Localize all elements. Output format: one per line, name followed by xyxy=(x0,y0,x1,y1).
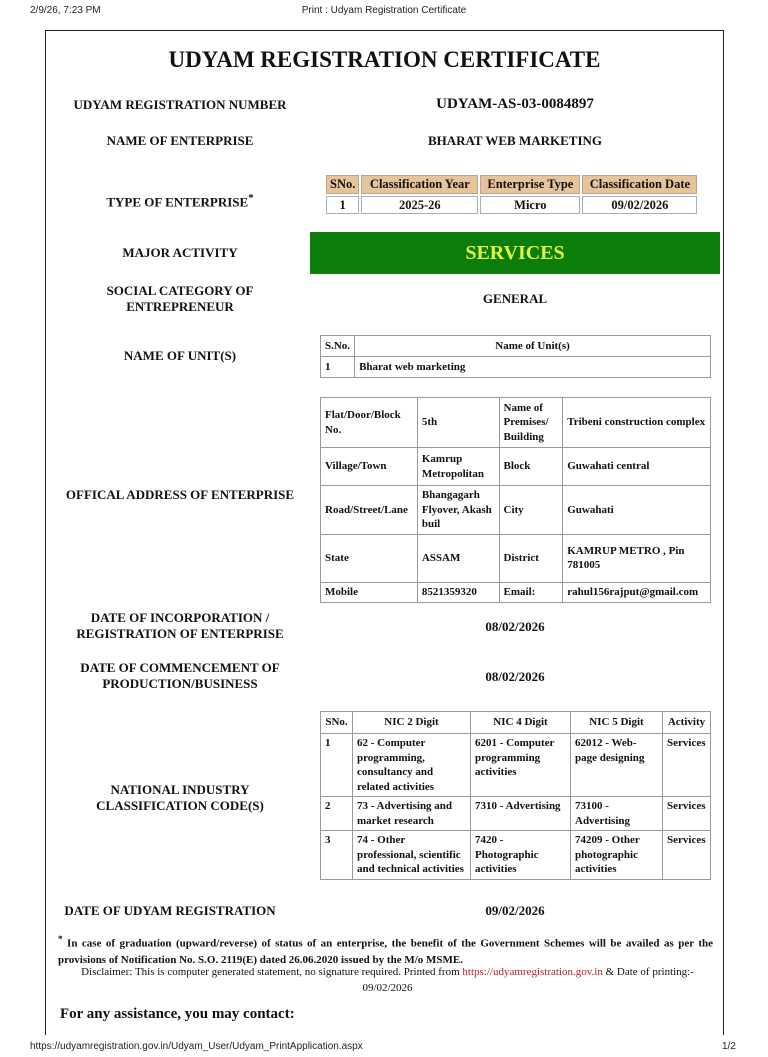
table-cell: Road/Street/Lane xyxy=(321,486,418,535)
disclaimer: Disclaimer: This is computer generated statement, no signature required. Printed from https://udyamregistration.gov.in & Date of printing:- 09/02/2026 xyxy=(81,966,694,994)
table-cell: 8521359320 xyxy=(417,582,499,602)
units-label: NAME OF UNIT(S) xyxy=(123,348,237,363)
table-cell: 7420 - Photographic activities xyxy=(471,831,571,880)
table-row: 1 Bharat web marketing xyxy=(321,357,711,378)
reg-number-label: UDYAM REGISTRATION NUMBER xyxy=(73,97,287,112)
table-cell: Services xyxy=(663,831,711,880)
social-category-value: GENERAL xyxy=(482,291,548,306)
table-cell: Name of Premises/ Building xyxy=(499,398,563,448)
table-cell: Guwahati central xyxy=(563,448,711,486)
table-cell: Block xyxy=(499,448,563,486)
table-cell: rahul156rajput@gmail.com xyxy=(563,582,711,602)
print-page-number: 1/2 xyxy=(722,1041,736,1052)
address-label: OFFICAL ADDRESS OF ENTERPRISE xyxy=(65,487,295,502)
column-header: NIC 5 Digit xyxy=(571,712,663,734)
table-cell: 3 xyxy=(321,831,353,880)
major-activity-label: MAJOR ACTIVITY xyxy=(122,245,238,260)
table-cell: Mobile xyxy=(321,582,418,602)
incorporation-label: DATE OF INCORPORATION / REGISTRATION OF ENTERPRISE xyxy=(76,610,284,641)
table-cell: 74 - Other professional, scientific and technical activities xyxy=(353,831,471,880)
column-header: SNo. xyxy=(321,712,353,734)
table-cell: 74209 - Other photographic activities xyxy=(571,831,663,880)
udyam-date-label: DATE OF UDYAM REGISTRATION xyxy=(64,903,276,918)
table-cell: 5th xyxy=(417,398,499,448)
column-header: Activity xyxy=(663,712,711,734)
table-row: 1 2025-26 Micro 09/02/2026 xyxy=(326,196,697,215)
enterprise-name-value: BHARAT WEB MARKETING xyxy=(427,133,603,148)
certificate-title: UDYAM REGISTRATION CERTIFICATE xyxy=(168,47,601,72)
enterprise-name-label: NAME OF ENTERPRISE xyxy=(106,133,254,148)
table-row xyxy=(321,582,711,602)
table-row xyxy=(321,831,711,880)
table-cell: 6201 - Computer programming activities xyxy=(471,734,571,797)
print-page-title: Print : Udyam Registration Certificate xyxy=(301,5,467,16)
table-cell: Kamrup Metropolitan xyxy=(417,448,499,486)
table-row xyxy=(321,734,711,797)
nic-table xyxy=(320,711,711,880)
table-row xyxy=(321,797,711,831)
commencement-label: DATE OF COMMENCEMENT OF PRODUCTION/BUSINESS xyxy=(80,660,280,691)
table-cell: 62 - Computer programming, consultancy and related activities xyxy=(353,734,471,797)
table-cell: Village/Town xyxy=(321,448,418,486)
table-cell: District xyxy=(499,534,563,582)
nic-label: NATIONAL INDUSTRY CLASSIFICATION CODE(S) xyxy=(96,782,264,813)
table-row xyxy=(321,534,711,582)
enterprise-type-label: TYPE OF ENTERPRISE* xyxy=(106,192,254,210)
column-header: NIC 4 Digit xyxy=(471,712,571,734)
table-cell: ASSAM xyxy=(417,534,499,582)
table-cell: 1 xyxy=(321,734,353,797)
table-cell: State xyxy=(321,534,418,582)
table-cell: City xyxy=(499,486,563,535)
major-activity-value: SERVICES xyxy=(310,232,720,274)
table-cell: Bhangagarh Flyover, Akash buil xyxy=(417,486,499,535)
footnote: * In case of graduation (upward/reverse) of status of an enterprise, the benefit of the Government Schemes will be availed as per the provisions of Notification No. S.O. 2119(E) dated 26.06.2020 issued by the M/o MSME. xyxy=(58,934,714,966)
units-table: S.No. Name of Unit(s) 1 Bharat web marketing xyxy=(320,335,711,378)
classification-table: SNo. Classification Year Enterprise Type Classification Date 1 2025-26 Micro 09/02/2026 xyxy=(324,173,699,216)
incorporation-value: 08/02/2026 xyxy=(485,619,545,634)
table-cell: 2 xyxy=(321,797,353,831)
table-row xyxy=(321,448,711,486)
address-table xyxy=(320,397,711,603)
portal-link[interactable]: https://udyamregistration.gov.in xyxy=(462,966,603,978)
table-row xyxy=(321,398,711,448)
table-cell: Tribeni construction complex xyxy=(563,398,711,448)
table-row xyxy=(321,486,711,535)
table-cell: 73100 - Advertising xyxy=(571,797,663,831)
table-cell: KAMRUP METRO , Pin 781005 xyxy=(563,534,711,582)
table-cell: Flat/Door/Block No. xyxy=(321,398,418,448)
table-cell: Services xyxy=(663,797,711,831)
social-category-label: SOCIAL CATEGORY OF ENTREPRENEUR xyxy=(106,283,254,314)
print-datetime: 2/9/26, 7:23 PM xyxy=(30,5,101,16)
table-cell: Email: xyxy=(499,582,563,602)
reg-number-value: UDYAM-AS-03-0084897 xyxy=(436,96,594,112)
table-cell: Services xyxy=(663,734,711,797)
udyam-date-value: 09/02/2026 xyxy=(485,903,545,918)
print-url: https://udyamregistration.gov.in/Udyam_User/Udyam_PrintApplication.aspx xyxy=(30,1041,363,1052)
table-cell: Guwahati xyxy=(563,486,711,535)
table-cell: 73 - Advertising and market research xyxy=(353,797,471,831)
column-header: NIC 2 Digit xyxy=(353,712,471,734)
table-cell: 7310 - Advertising xyxy=(471,797,571,831)
table-cell: 62012 - Web-page designing xyxy=(571,734,663,797)
contact-heading: For any assistance, you may contact: xyxy=(60,1006,295,1022)
commencement-value: 08/02/2026 xyxy=(485,669,545,684)
